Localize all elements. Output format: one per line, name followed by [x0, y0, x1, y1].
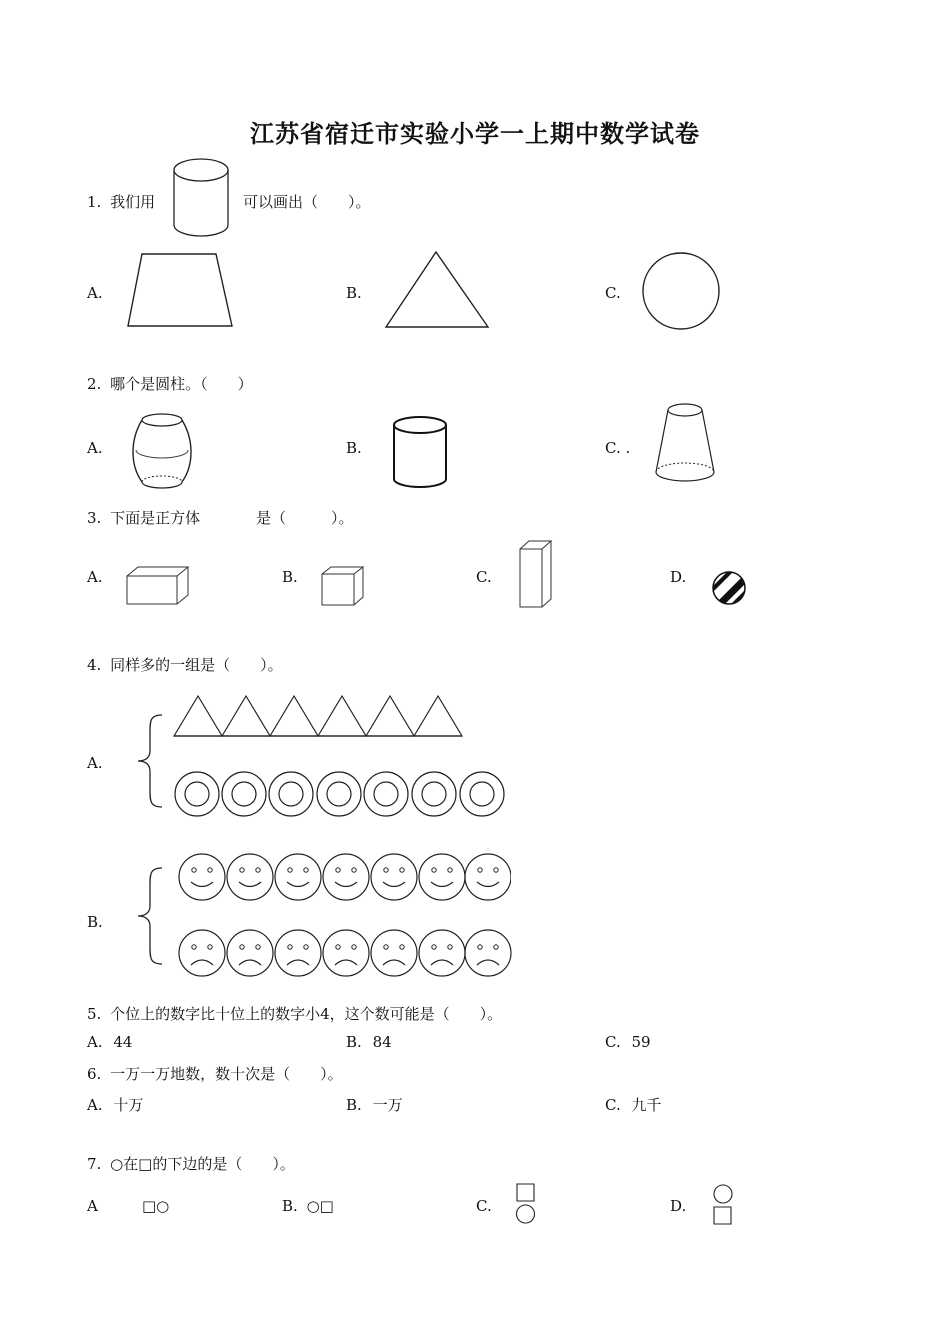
- question-text: 同样多的一组是（ ）。: [110, 656, 283, 674]
- option-b[interactable]: [346, 1094, 403, 1115]
- question-text: 一万一万地数，数十次是（ ）。: [110, 1065, 343, 1083]
- question-number: 2.: [87, 375, 102, 393]
- option-c[interactable]: [605, 1033, 651, 1051]
- question-4: [87, 654, 283, 675]
- option-label: B.: [346, 1033, 362, 1051]
- sad-face-icon: [465, 930, 511, 976]
- option-value: ○□: [306, 1197, 334, 1215]
- question-text: ○在□的下边的是（ ）。: [110, 1155, 295, 1173]
- option-label[interactable]: A: [87, 1197, 98, 1215]
- question-number: 6.: [87, 1065, 102, 1083]
- sad-face-icon: [419, 930, 465, 976]
- sad-face-icon: [227, 930, 273, 976]
- question-number: 7.: [87, 1155, 102, 1173]
- sad-face-icon: [323, 930, 369, 976]
- option-label[interactable]: A.: [87, 754, 103, 772]
- question-3: [87, 507, 200, 528]
- cube-figure: [321, 566, 365, 606]
- option-label[interactable]: A.: [87, 439, 103, 457]
- option-label[interactable]: C.: [476, 568, 492, 586]
- smiley-face-icon: [371, 854, 417, 900]
- truncated-cone-figure: [652, 402, 718, 484]
- option-value: 十万: [113, 1096, 144, 1114]
- square-shape: [517, 1184, 534, 1201]
- smiley-face-icon: [323, 854, 369, 900]
- smiley-face-icon: [465, 854, 511, 900]
- sad-face-row: [178, 927, 518, 979]
- circle-above-square-figure: [711, 1184, 735, 1226]
- question-7: [87, 1153, 295, 1174]
- question-5: [87, 1003, 502, 1024]
- sad-face-icon: [179, 930, 225, 976]
- option-label: C.: [605, 1033, 621, 1051]
- triangle-shape: [366, 696, 414, 736]
- circle-figure: [641, 251, 721, 331]
- option-label: B.: [282, 1197, 298, 1215]
- question-text-continued: 是（ ）。: [256, 509, 354, 527]
- question-number: 1.: [87, 193, 102, 211]
- ring-shape: [460, 772, 504, 816]
- cylinder-figure: [391, 415, 449, 489]
- triangle-shape: [222, 696, 270, 736]
- striped-ball-figure: [711, 570, 747, 606]
- option-label[interactable]: B.: [282, 568, 298, 586]
- square-shape: [714, 1207, 731, 1224]
- option-a[interactable]: [87, 1094, 143, 1115]
- curly-brace-icon: [136, 713, 164, 809]
- ring-shape: [269, 772, 313, 816]
- option-value: 九千: [631, 1096, 662, 1114]
- question-text: 个位上的数字比十位上的数字小4，这个数可能是（ ）。: [110, 1005, 503, 1023]
- cylinder-figure: [170, 157, 232, 239]
- tall-prism-figure: [519, 540, 553, 608]
- circle-shape: [714, 1185, 732, 1203]
- page-title: 江苏省宿迁市实验小学一上期中数学试卷: [250, 119, 700, 148]
- option-label[interactable]: B.: [346, 284, 362, 302]
- option-label[interactable]: D.: [670, 1197, 687, 1215]
- ring-shape: [412, 772, 456, 816]
- question-number: 3.: [87, 509, 102, 527]
- smiley-face-icon: [275, 854, 321, 900]
- question-6: [87, 1063, 343, 1084]
- option-a[interactable]: [87, 1033, 132, 1051]
- ring-shape: [364, 772, 408, 816]
- question-text: 我们用: [110, 193, 156, 211]
- option-value: □○: [142, 1197, 170, 1215]
- option-label[interactable]: D.: [670, 568, 687, 586]
- option-value: 84: [372, 1033, 392, 1051]
- circle-shape: [517, 1205, 535, 1223]
- smiley-face-icon: [179, 854, 225, 900]
- option-label[interactable]: C.: [605, 284, 621, 302]
- triangle-row: [174, 694, 464, 740]
- option-label[interactable]: B.: [87, 913, 103, 931]
- option-label[interactable]: C.: [476, 1197, 492, 1215]
- triangle-shape: [174, 696, 222, 736]
- question-2: [87, 373, 253, 394]
- option-label: A.: [87, 1033, 103, 1051]
- smiley-face-row: [178, 851, 518, 903]
- option-c[interactable]: [605, 1094, 662, 1115]
- option-label[interactable]: A.: [87, 568, 103, 586]
- option-label[interactable]: C. .: [605, 439, 631, 457]
- option-label: B.: [346, 1096, 362, 1114]
- trapezoid-figure: [126, 252, 234, 328]
- ring-row: [173, 770, 511, 818]
- cuboid-figure: [126, 566, 190, 606]
- option-value: 一万: [372, 1096, 403, 1114]
- ring-shape: [175, 772, 219, 816]
- option-value: 44: [113, 1033, 133, 1051]
- question-number: 4.: [87, 656, 102, 674]
- question-1: [87, 191, 155, 212]
- option-b[interactable]: [346, 1033, 392, 1051]
- ring-shape: [317, 772, 361, 816]
- square-above-circle-figure: [514, 1183, 538, 1225]
- question-text: 下面是正方体: [110, 509, 201, 527]
- option-label: C.: [605, 1096, 621, 1114]
- sad-face-icon: [371, 930, 417, 976]
- triangle-figure: [384, 250, 490, 330]
- smiley-face-icon: [227, 854, 273, 900]
- option-b[interactable]: [282, 1197, 334, 1215]
- barrel-figure: [130, 410, 194, 490]
- question-number: 5.: [87, 1005, 102, 1023]
- curly-brace-icon: [136, 866, 164, 966]
- option-label: A.: [87, 1096, 103, 1114]
- question-text-continued: 可以画出（ ）。: [243, 193, 371, 211]
- smiley-face-icon: [419, 854, 465, 900]
- option-value: 59: [631, 1033, 651, 1051]
- option-label[interactable]: A.: [87, 284, 103, 302]
- sad-face-icon: [275, 930, 321, 976]
- triangle-shape: [318, 696, 366, 736]
- ring-shape: [222, 772, 266, 816]
- question-text: 哪个是圆柱。（ ）: [110, 375, 253, 393]
- triangle-shape: [414, 696, 462, 736]
- option-label[interactable]: B.: [346, 439, 362, 457]
- triangle-shape: [270, 696, 318, 736]
